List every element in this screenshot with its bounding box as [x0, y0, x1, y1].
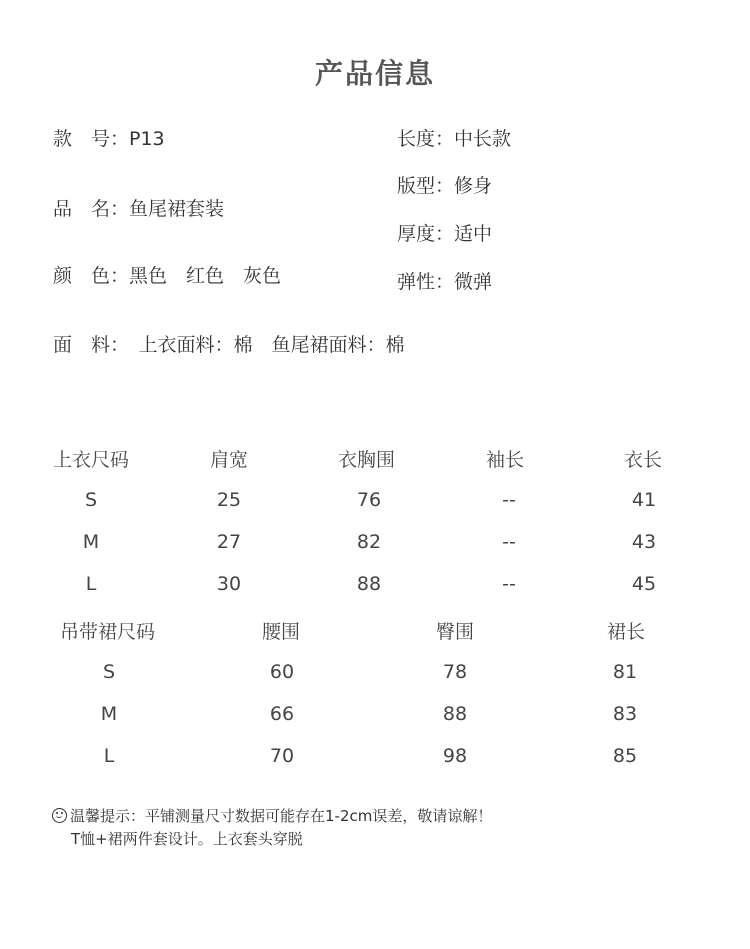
- style-number: 款 号：P13: [53, 128, 165, 150]
- smile-icon: [52, 808, 67, 823]
- measurement-note: [52, 805, 492, 826]
- value-cell: 85: [612, 745, 638, 767]
- value-cell: 82: [356, 531, 382, 553]
- product-fabric: 面 料： 上衣面料：棉 鱼尾裙面料：棉: [53, 334, 405, 356]
- value-cell: 43: [631, 531, 657, 553]
- value-cell: --: [502, 489, 516, 511]
- product-name: 品 名：鱼尾裙套装: [53, 198, 225, 220]
- value-cell: 30: [216, 573, 242, 595]
- value-cell: 27: [216, 531, 242, 553]
- value-cell: 60: [269, 661, 295, 683]
- table-header-shoulder: 肩宽: [210, 449, 249, 471]
- measurement-note-text: 温馨提示：平铺测量尺寸数据可能存在1-2cm误差，敬请谅解！: [70, 807, 493, 825]
- page-title: 产品信息: [314, 57, 435, 90]
- value-cell: 70: [269, 745, 295, 767]
- value-cell: 88: [356, 573, 382, 595]
- table-header-size: 吊带裙尺码: [60, 621, 156, 643]
- size-cell: S: [84, 489, 98, 511]
- value-cell: 25: [216, 489, 242, 511]
- product-colors: 颜 色：黑色 红色 灰色: [53, 265, 282, 287]
- table-header-waist: 腰围: [262, 621, 301, 643]
- size-cell: M: [100, 703, 118, 725]
- value-cell: 41: [631, 489, 657, 511]
- size-cell: S: [102, 661, 116, 683]
- value-cell: 88: [442, 703, 468, 725]
- value-cell: 66: [269, 703, 295, 725]
- product-thickness: 厚度：适中: [397, 223, 493, 245]
- value-cell: 76: [356, 489, 382, 511]
- table-header-chest: 衣胸围: [338, 449, 396, 471]
- product-length: 长度：中长款: [397, 128, 512, 150]
- table-header-hip: 臀围: [436, 621, 475, 643]
- value-cell: 78: [442, 661, 468, 683]
- size-cell: L: [85, 573, 97, 595]
- value-cell: --: [502, 531, 516, 553]
- size-cell: L: [103, 745, 115, 767]
- table-header-length: 衣长: [624, 449, 663, 471]
- value-cell: 98: [442, 745, 468, 767]
- value-cell: 81: [612, 661, 638, 683]
- product-elasticity: 弹性：微弹: [397, 271, 493, 293]
- value-cell: 83: [612, 703, 638, 725]
- size-cell: M: [82, 531, 100, 553]
- table-header-size: 上衣尺码: [53, 449, 130, 471]
- value-cell: 45: [631, 573, 657, 595]
- value-cell: --: [502, 573, 516, 595]
- table-header-skirt-length: 裙长: [607, 621, 646, 643]
- design-note: T恤+裙两件套设计。上衣套头穿脱: [71, 830, 303, 848]
- table-header-sleeve: 袖长: [486, 449, 525, 471]
- product-fit: 版型：修身: [397, 175, 493, 197]
